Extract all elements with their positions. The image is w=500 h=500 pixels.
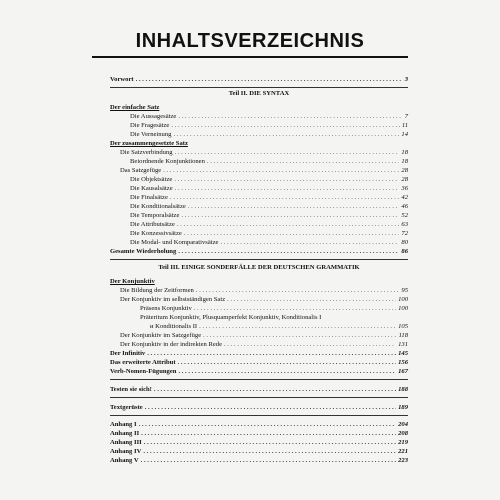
toc-entry-page: 3 [404, 76, 408, 83]
dot-leader [178, 359, 397, 367]
dot-leader [175, 149, 400, 157]
toc-entry[interactable]: Die Temporalsätze . . . 52 [110, 212, 408, 220]
toc-entry-anhang[interactable]: Anhang IV . . . 221 [110, 448, 408, 456]
dot-leader [144, 439, 396, 447]
dot-leader [141, 430, 396, 438]
toc-entry[interactable]: Die Attributsätze . . . 63 [110, 221, 408, 229]
toc-entry[interactable]: Das erweiterte Attribut . . . 156 [110, 359, 408, 367]
section-heading-part2: Teil II. DIE SYNTAX [228, 90, 290, 97]
dot-leader [203, 332, 396, 340]
toc-entry[interactable]: Der Konjunktiv im Satzgefüge . . . 118 [110, 332, 408, 340]
toc-entry[interactable]: Der Konjunktiv [110, 278, 155, 285]
toc-entry-anhang[interactable]: Anhang V . . . 223 [110, 457, 408, 465]
section-divider [110, 415, 408, 416]
toc-entry[interactable]: Die Finalsätze . . . 42 [110, 194, 408, 202]
dot-leader [136, 76, 403, 84]
toc-entry[interactable]: Die Modal- und Komparativsätze . . . 80 [110, 239, 408, 247]
dot-leader [177, 221, 400, 229]
dot-leader [163, 167, 399, 175]
toc-entry[interactable]: Der Konjunktiv im selbstständigen Satz . . . 100 [110, 296, 408, 304]
page-title: INHALTSVERZEICHNIS [135, 30, 365, 52]
title-underline [92, 56, 408, 58]
toc-entry-label: Vorwort [110, 76, 134, 83]
dot-leader [170, 194, 400, 202]
toc-entry[interactable]: Die Satzverbindung . . . 18 [110, 149, 408, 157]
toc-entry[interactable]: Der Konjunktiv in der indirekten Rede . . . 131 [110, 341, 408, 349]
dot-leader [196, 287, 400, 295]
section-divider [110, 87, 408, 88]
dot-leader [188, 203, 400, 211]
dot-leader [207, 158, 400, 166]
dot-leader [173, 131, 399, 139]
dot-leader [147, 350, 396, 358]
dot-leader [224, 341, 396, 349]
toc-entry[interactable]: Die Objektsätze . . . 28 [110, 176, 408, 184]
dot-leader [139, 421, 397, 429]
toc-entry[interactable]: Der einfache Satz [110, 104, 160, 111]
section-divider [110, 259, 408, 260]
dot-leader [178, 113, 402, 121]
dot-leader [143, 448, 396, 456]
dot-leader [178, 368, 396, 376]
dot-leader [181, 212, 399, 220]
section-heading-part3: Teil III. EINIGE SONDERFÄLLE DER DEUTSCHEN GRAMMATIK [158, 264, 360, 271]
toc-entry-tests[interactable]: Testen sie sich! . . . 188 [110, 386, 408, 394]
section-divider [110, 397, 408, 398]
toc-entry-anhang[interactable]: Anhang I . . . 204 [110, 421, 408, 429]
dot-leader [141, 457, 396, 465]
toc-entry[interactable]: Die Fragesätze . . . 11 [110, 122, 408, 130]
dot-leader [154, 386, 396, 394]
dot-leader [227, 296, 396, 304]
dot-leader [174, 176, 399, 184]
toc-entry[interactable]: Der Infinitiv . . . 145 [110, 350, 408, 358]
dot-leader [175, 185, 400, 193]
toc-entry[interactable]: Beiordnende Konjunktionen . . . 18 [110, 158, 408, 166]
toc-entry[interactable]: Verb-Nomen-Fügungen . . . 167 [110, 368, 408, 376]
toc-entry-textgeruste[interactable]: Textgerüste . . . 189 [110, 404, 408, 412]
toc-entry[interactable]: Präsens Konjunktiv . . . 100 [110, 305, 408, 313]
toc-entry[interactable]: Der zusammengesetzte Satz [110, 140, 188, 147]
toc-entry[interactable]: Die Aussagesätze . . . 7 [110, 113, 408, 121]
toc-entry[interactable]: Die Konditionalsätze . . . 46 [110, 203, 408, 211]
toc-entry[interactable]: Das Satzgefüge . . . 28 [110, 167, 408, 175]
toc-entry[interactable]: Die Verneinung . . . 14 [110, 131, 408, 139]
dot-leader [145, 404, 396, 412]
toc-entry[interactable]: и Konditionalis II . . . 105 [110, 323, 408, 331]
toc-entry-vorwort[interactable] [110, 76, 408, 84]
toc-entry[interactable]: Die Bildung der Zeitformen . . . 95 [110, 287, 408, 295]
toc-entry-anhang[interactable]: Anhang II . . . 208 [110, 430, 408, 438]
toc-entry-anhang[interactable]: Anhang III . . . 219 [110, 439, 408, 447]
dot-leader [220, 239, 399, 247]
toc-entry[interactable]: Die Kausalsätze . . . 36 [110, 185, 408, 193]
toc-entry[interactable]: Gesamte Wiederholung . . . 86 [110, 248, 408, 256]
toc-entry[interactable]: Die Konzessivsätze . . . 72 [110, 230, 408, 238]
dot-leader [199, 323, 396, 331]
dot-leader [184, 230, 400, 238]
toc-entry[interactable]: Präteritum Konjunktiv, Plusquamperfekt Konjunktiv, Konditionalis I [140, 314, 322, 321]
dot-leader [194, 305, 396, 313]
section-divider [110, 379, 408, 380]
dot-leader [171, 122, 400, 130]
dot-leader [178, 248, 399, 256]
